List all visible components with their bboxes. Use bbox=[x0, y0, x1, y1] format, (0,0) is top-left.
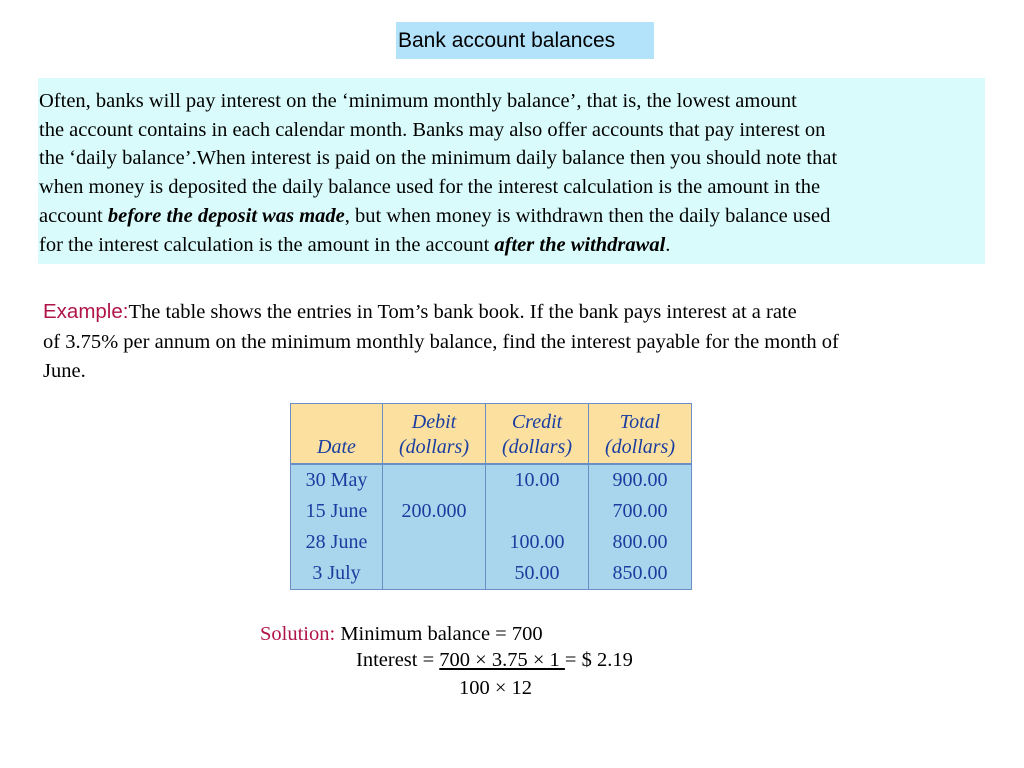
cell-total: 800.00 bbox=[589, 527, 692, 558]
interest-formula bbox=[356, 649, 633, 672]
bank-book-table bbox=[290, 403, 692, 590]
table-row bbox=[291, 527, 692, 558]
cell-date: 30 May bbox=[291, 464, 383, 496]
fraction-denominator: 100 × 12 bbox=[459, 677, 533, 699]
example-label: Example: bbox=[43, 300, 129, 323]
table-row bbox=[291, 496, 692, 527]
table-row bbox=[291, 464, 692, 496]
intro-line bbox=[39, 202, 985, 231]
header-credit: Credit (dollars) bbox=[486, 404, 589, 465]
cell-total: 700.00 bbox=[589, 496, 692, 527]
interest-result: = $ 2.19 bbox=[564, 649, 633, 671]
intro-text: . bbox=[665, 233, 671, 256]
cell-debit bbox=[383, 527, 486, 558]
header-debit: Debit (dollars) bbox=[383, 404, 486, 465]
cell-date: 15 June bbox=[291, 496, 383, 527]
cell-credit: 10.00 bbox=[486, 464, 589, 496]
intro-text: , but when money is withdrawn then the daily balance used bbox=[344, 204, 831, 227]
cell-credit bbox=[486, 496, 589, 527]
intro-text: account bbox=[39, 204, 108, 227]
minimum-balance-text: Minimum balance = 700 bbox=[335, 623, 543, 645]
example-line: June. bbox=[43, 360, 86, 382]
intro-line bbox=[39, 231, 985, 260]
example-paragraph bbox=[43, 297, 1003, 387]
intro-text: for the interest calculation is the amount in the account bbox=[39, 233, 495, 256]
table-row bbox=[291, 558, 692, 590]
example-line: of 3.75% per annum on the minimum monthly balance, find the interest payable for the month of bbox=[43, 330, 839, 353]
emphasis-before-deposit: before the deposit was made bbox=[107, 204, 345, 227]
header-total: Total (dollars) bbox=[589, 404, 692, 465]
cell-credit: 50.00 bbox=[486, 558, 589, 590]
intro-line: Often, banks will pay interest on the ‘minimum monthly balance’, that is, the lowest amount bbox=[39, 90, 797, 112]
fraction-numerator: 700 × 3.75 × 1 bbox=[439, 649, 565, 671]
header-date: Date bbox=[291, 404, 383, 465]
example-text: The table shows the entries in Tom’s bank book. If the bank pays interest at a rate bbox=[128, 301, 797, 323]
cell-total: 900.00 bbox=[589, 464, 692, 496]
interest-prefix: Interest = bbox=[356, 649, 440, 671]
solution-line bbox=[260, 620, 543, 649]
intro-line: when money is deposited the daily balance used for the interest calculation is the amount in the bbox=[39, 176, 821, 199]
cell-total: 850.00 bbox=[589, 558, 692, 590]
example-line bbox=[43, 297, 1003, 328]
table-header-row bbox=[291, 404, 692, 465]
solution-label: Solution: bbox=[260, 623, 336, 645]
cell-debit bbox=[383, 558, 486, 590]
slide-title: Bank account balances bbox=[396, 22, 654, 59]
cell-date: 3 July bbox=[291, 558, 383, 590]
intro-paragraph bbox=[38, 78, 985, 264]
cell-date: 28 June bbox=[291, 527, 383, 558]
intro-line: the account contains in each calendar month. Banks may also offer accounts that pay interest on bbox=[39, 118, 826, 141]
intro-line: the ‘daily balance’.When interest is paid on the minimum daily balance then you should note that bbox=[39, 147, 838, 170]
cell-credit: 100.00 bbox=[486, 527, 589, 558]
cell-debit bbox=[383, 464, 486, 496]
emphasis-after-withdrawal: after the withdrawal bbox=[494, 233, 666, 256]
cell-debit: 200.000 bbox=[383, 496, 486, 527]
